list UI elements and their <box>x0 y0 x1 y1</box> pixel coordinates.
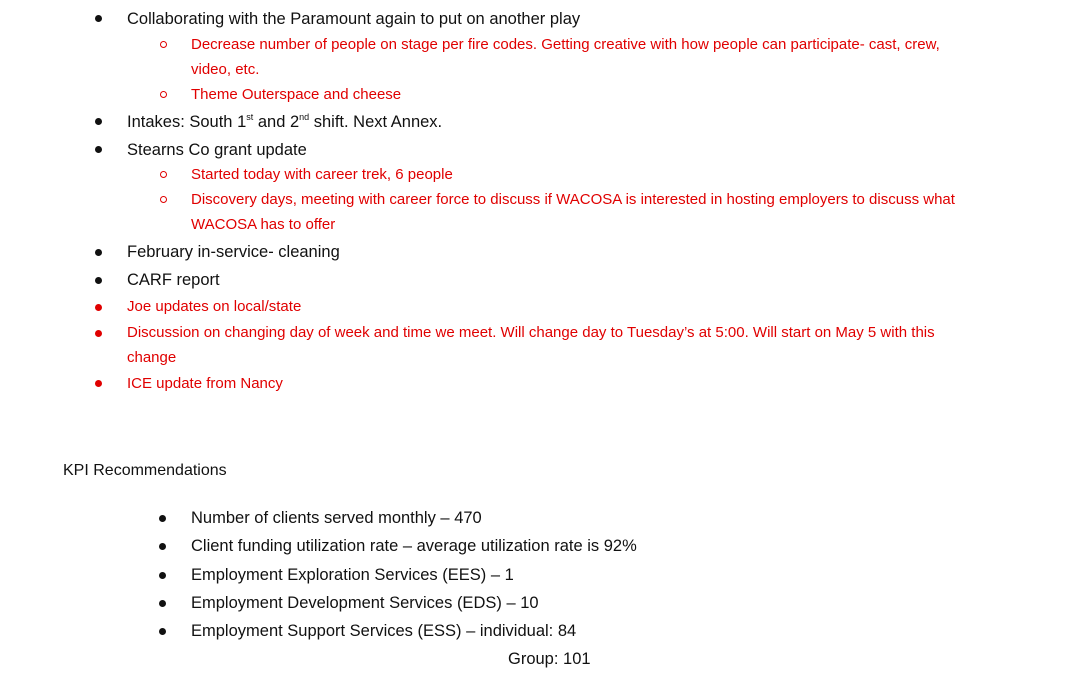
kpi-item: Employment Exploration Services (EES) – 1 <box>191 566 514 584</box>
kpi-group-line: Group: 101 <box>508 650 591 668</box>
bullet-icon <box>159 543 166 550</box>
list-item-joe: Joe updates on local/state <box>127 298 302 315</box>
sub-item-theme: Theme Outerspace and cheese <box>191 86 402 103</box>
list-item-intakes <box>127 112 442 132</box>
sub-item-fire-codes-line2: video, etc. <box>191 61 260 78</box>
bullet-icon <box>95 277 102 284</box>
bullet-icon <box>95 249 102 256</box>
bullet-icon <box>95 304 102 311</box>
bullet-icon <box>95 330 102 337</box>
kpi-item: Client funding utilization rate – average utilization rate is 92% <box>191 537 637 555</box>
list-item-paramount: Collaborating with the Paramount again to put on another play <box>127 10 581 28</box>
kpi-heading: KPI Recommendations <box>63 462 227 479</box>
sub-item-discovery-line1: Discovery days, meeting with career force to discuss if WACOSA is interested in hosting employers to discuss what <box>191 191 955 208</box>
list-item-february: February in-service- cleaning <box>127 243 340 261</box>
bullet-icon <box>95 146 102 153</box>
bullet-icon <box>159 600 166 607</box>
bullet-icon <box>159 628 166 635</box>
list-item-stearns: Stearns Co grant update <box>127 141 307 159</box>
sub-item-discovery-line2: WACOSA has to offer <box>191 216 336 233</box>
intakes-text-a: Intakes: South 1 <box>127 113 247 131</box>
list-item-ice: ICE update from Nancy <box>127 375 283 392</box>
sub-item-started: Started today with career trek, 6 people <box>191 166 453 183</box>
intakes-text-c: shift. Next Annex. <box>309 113 443 131</box>
kpi-item: Number of clients served monthly – 470 <box>191 509 482 527</box>
list-item-discussion-line1: Discussion on changing day of week and time we meet. Will change day to Tuesday’s at 5:00. Will start on May 5 with this <box>127 324 935 341</box>
list-item-discussion-line2: change <box>127 349 177 366</box>
intakes-sup-1: st <box>246 111 254 122</box>
circle-bullet-icon <box>160 196 167 203</box>
bullet-icon <box>159 572 166 579</box>
kpi-item: Employment Development Services (EDS) – 10 <box>191 594 539 612</box>
sub-item-fire-codes-line1: Decrease number of people on stage per fire codes. Getting creative with how people can participate- cast, crew, <box>191 36 940 53</box>
bullet-icon <box>159 515 166 522</box>
kpi-item: Employment Support Services (ESS) – individual: 84 <box>191 622 577 640</box>
circle-bullet-icon <box>160 91 167 98</box>
circle-bullet-icon <box>160 41 167 48</box>
intakes-text-b: and 2 <box>253 113 300 131</box>
bullet-icon <box>95 380 102 387</box>
circle-bullet-icon <box>160 171 167 178</box>
bullet-icon <box>95 118 102 125</box>
intakes-sup-2: nd <box>299 111 310 122</box>
bullet-icon <box>95 15 102 22</box>
list-item-carf: CARF report <box>127 271 220 289</box>
